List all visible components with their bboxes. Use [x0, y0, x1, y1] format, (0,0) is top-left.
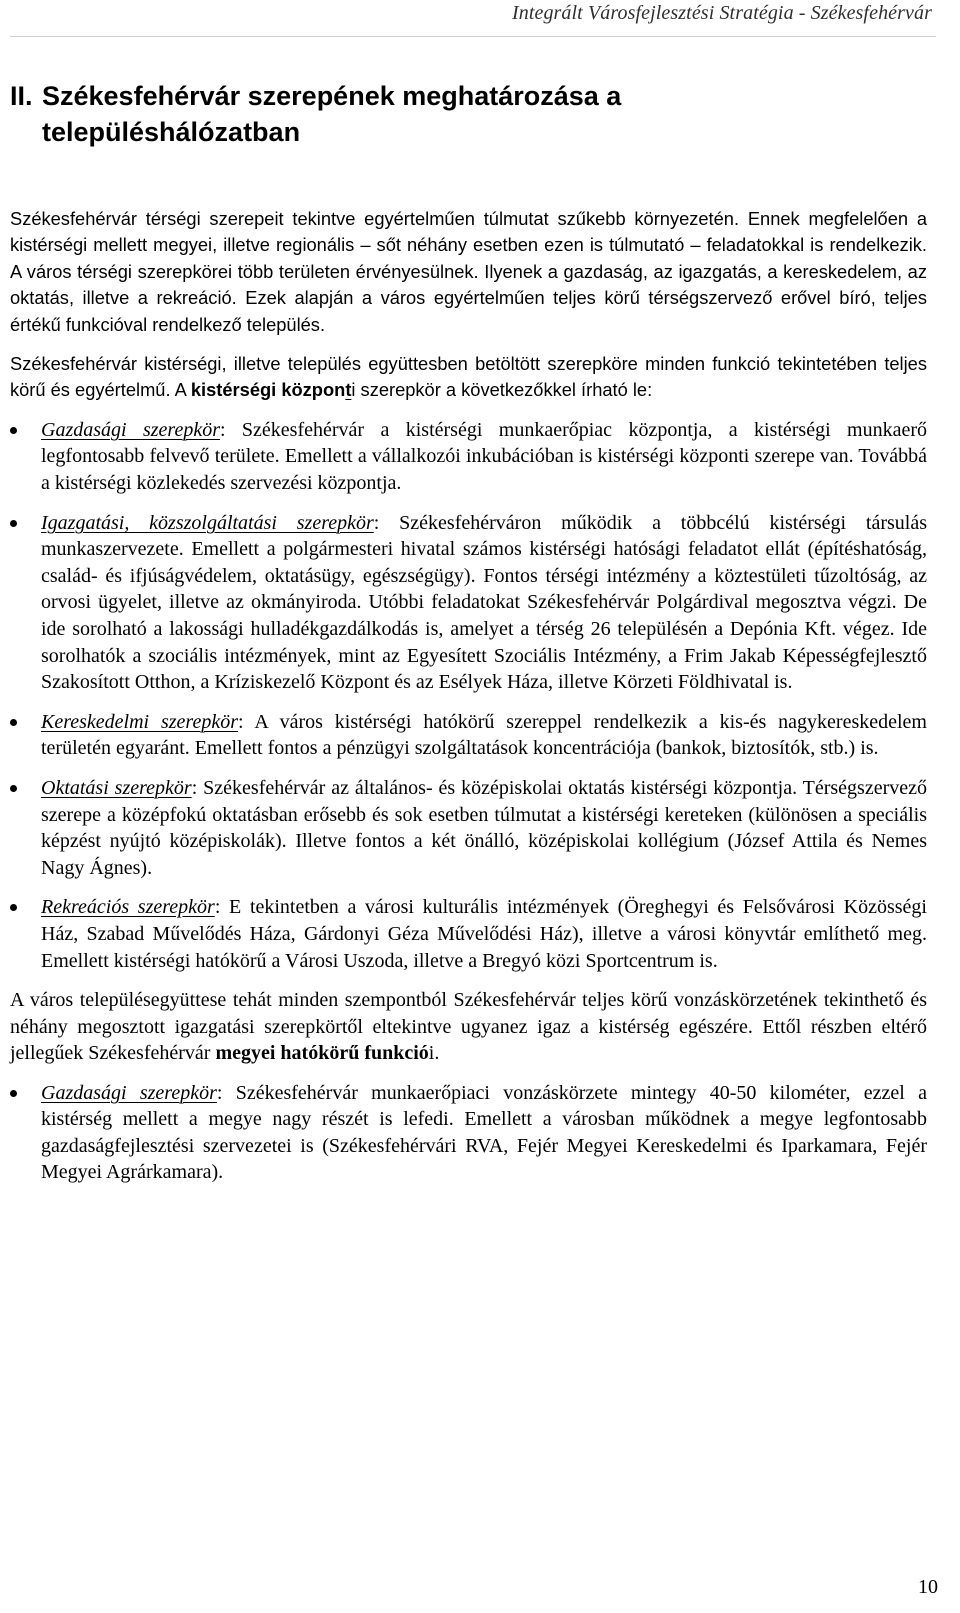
section-title-line2: településhálózatban — [42, 117, 301, 147]
megyei-role-list — [10, 1080, 927, 1186]
list-item — [10, 1080, 927, 1186]
kisterseg-kozponti-term: kistérségi központ — [190, 379, 352, 401]
bullet-icon — [10, 904, 17, 911]
page-number: 10 — [918, 1576, 938, 1598]
bullet-icon — [10, 520, 17, 527]
megyei-paragraph: A város településegyüttese tehát minden szempontból Székesfehérvár teljes körű vonzáskörzetének tekinthető és néhány megosztott igazgatási szerepkörtől eltekintve ugyanez igaz a kistérség egészére. Ettől részben eltérő jellegűek Székesfehérvár megyei hatókörű funkciói. — [10, 989, 927, 1065]
megyei-hatokoru-term: megyei hatókörű funkció — [215, 1042, 429, 1065]
role-text: : E tekintetben a városi kulturális intézmények (Öreghegyi és Felsővárosi Közösségi Ház, Szabad Művelődés Háza, Gárdonyi Géza Művelődési Ház), illetve a városi könyvtár említhető meg. Emellett kistérségi hatókörű a Városi Uszoda, illetve a Bregyó közi Sportcentrum is. — [41, 896, 927, 972]
role-label: Rekreációs szerepkör — [41, 896, 215, 919]
list-item — [10, 775, 927, 881]
list-item — [10, 510, 927, 696]
bullet-icon — [10, 785, 17, 792]
intro-paragraph: Székesfehérvár térségi szerepeit tekintve egyértelműen túlmutat szűkebb környezetén. Ennek megfelelően a kistérségi mellett megyei, illetve regionális – sőt néhány esetben ezen is túlmutató – feladatokkal is rendelkezik. A város térségi szerepkörei több területen érvényesülnek. Ilyenek a gazdaság, az igazgatás, a kereskedelem, az oktatás, illetve a rekreáció. Ezek alapján a város egyértelműen teljes körű térségszervező erővel bíró, teljes értékű funkcióval rendelkező település. — [10, 208, 927, 335]
role-text: : Székesfehérvár munkaerőpiaci vonzáskörzete mintegy 40-50 kilométer, ezzel a kistérség mellett a megye nagy részét is lefedi. Emellett a városban működnek a megye legfontosabb gazdaságfejlesztési szervezetei is (Székesfehérvári RVA, Fejér Megyei Kereskedelmi és Iparkamara, Fejér Megyei Agrárkamara). — [41, 1081, 927, 1184]
role-label: Oktatási szerepkör — [41, 776, 192, 799]
kisterseg-intro-paragraph: Székesfehérvár kistérségi, illetve település együttesben betöltött szerepköre minden funkció tekintetében teljes körű és egyértelmű. A kistérségi központi szerepkör a következőkkel írható le: — [10, 353, 927, 401]
running-header: Integrált Városfejlesztési Stratégia - Székesfehérvár — [511, 2, 932, 24]
section-title-line1: Székesfehérvár szerepének meghatározása a — [42, 81, 622, 111]
kisterseg-role-list — [10, 417, 927, 974]
role-text: : Székesfehérvár az általános- és középiskolai oktatás kistérségi központja. Térségszervező szerepe a középfokú oktatásban erősebb és sok esetben túlmutat a kistérségi kereteken (különösen a speciális képzést nyújtó középiskolák). Illetve fontos a két önálló, középiskolai kollégium (József Attila és Nemes Nagy Ágnes). — [41, 776, 927, 879]
section-heading — [10, 78, 910, 150]
header-divider — [10, 36, 936, 37]
list-item — [10, 417, 927, 497]
role-label: Gazdasági szerepkör — [41, 1081, 217, 1104]
role-text: : Székesfehérváron működik a többcélú kistérségi társulás munkaszervezete. Emellett a polgármesteri hivatal számos kistérségi hatósági feladatot ellát (építéshatóság, család- és ifjúságvédelem, oktatásügy, egészségügy). Fontos térségi intézmény a köztestületi tűzoltóság, az orvosi ügyelet, illetve az okmányiroda. Utóbbi feladatokat Székesfehérvár Polgárdival megosztva végzi. De ide sorolható a lakossági hulladékgazdálkodás is, amelyet a térség 26 településén a Depónia Kft. végez. Ide sorolhatók a szociális intézmények, mint az Egyesített Szociális Intézmény, a Frim Jakab Képességfejlesztő Szakosított Otthon, a Kríziskezelő Központ és az Esélyek Háza, illetve Körzeti Földhivatal is. — [41, 511, 928, 694]
list-item — [10, 709, 927, 762]
bullet-icon — [10, 719, 17, 726]
body-content — [10, 206, 927, 1199]
role-text: : A város kistérségi hatókörű szereppel rendelkezik a kis-és nagykereskedelem területén egyaránt. Emellett fontos a pénzügyi szolgáltatások koncentrációja (bankok, biztosítók, stb.) is. — [41, 710, 927, 760]
role-text: : Székesfehérvár a kistérségi munkaerőpiac központja, a kistérségi munkaerő legfontosabb felvevő területe. Emellett a vállalkozói inkubációban is kistérségi központi szerepe van. Továbbá a kistérségi közlekedés szervezési központja. — [41, 418, 927, 495]
section-number: II. — [10, 81, 33, 111]
role-label: Gazdasági szerepkör — [41, 418, 220, 441]
list-item — [10, 894, 927, 974]
bullet-icon — [10, 427, 17, 434]
role-label: Igazgatási, közszolgáltatási szerepkör — [41, 511, 374, 534]
bullet-icon — [10, 1090, 17, 1097]
kisterseg-intro-sentence: Székesfehérvár kistérségi, illetve település együttesben betöltött szerepköre minden funkció tekintetében teljes körű és egyértelmű. — [10, 353, 927, 401]
role-label: Kereskedelmi szerepkör — [41, 710, 239, 733]
